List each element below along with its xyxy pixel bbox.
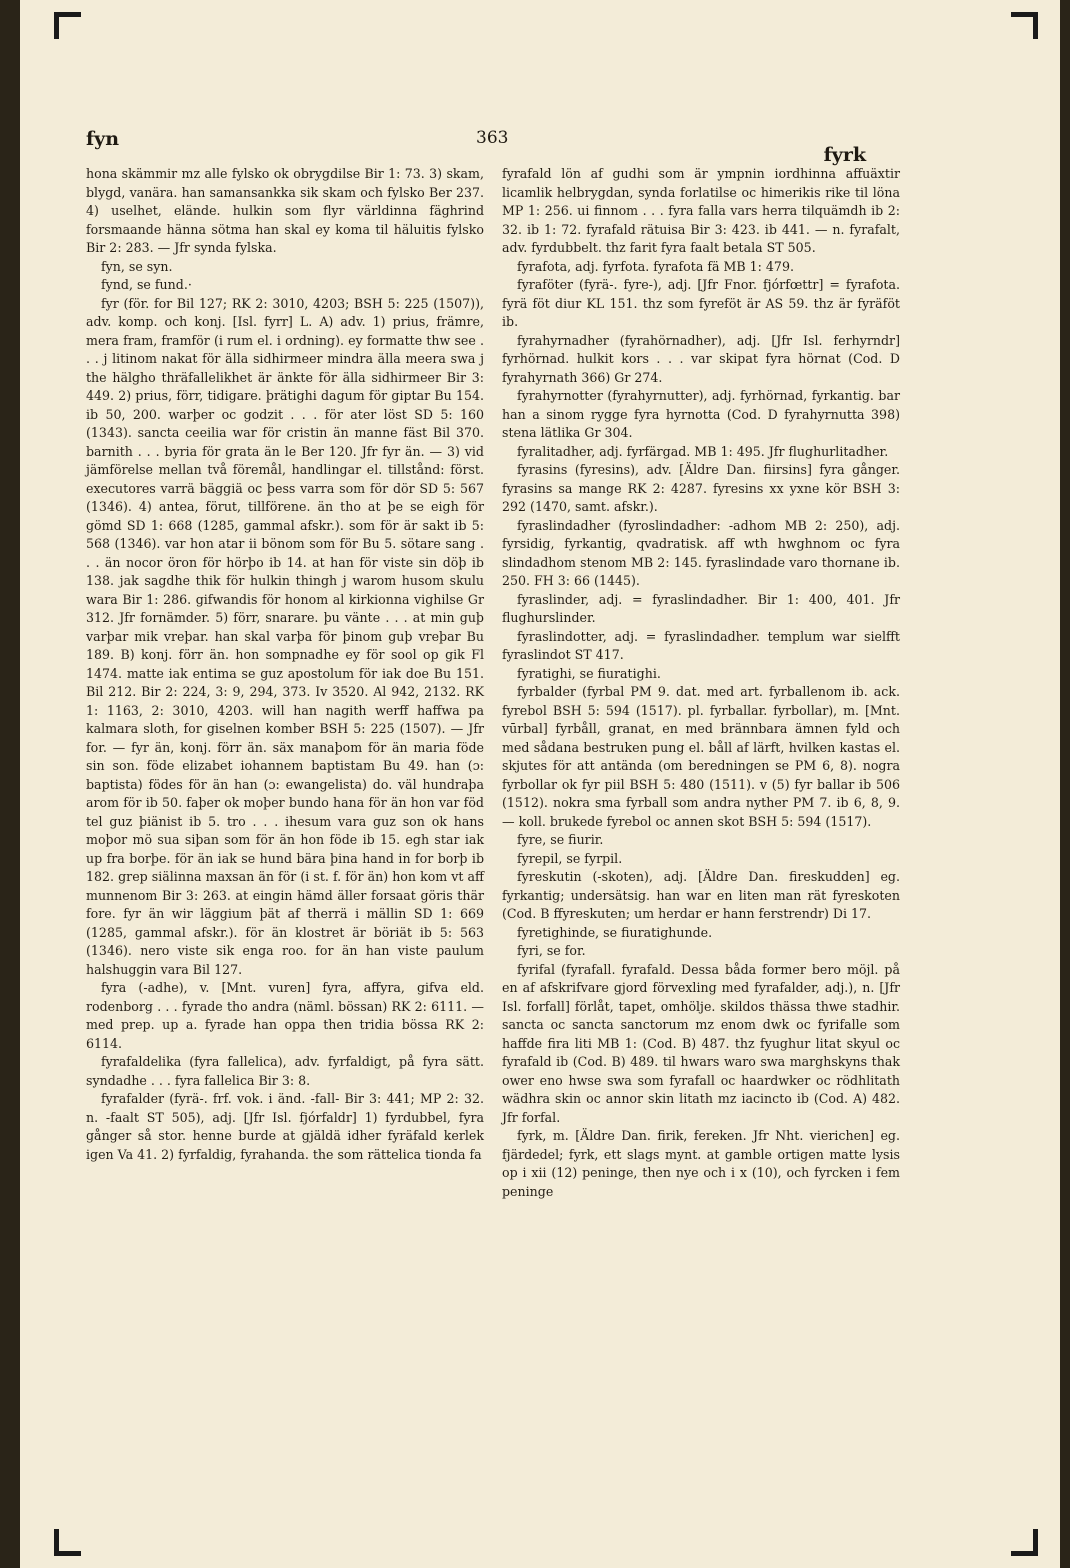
running-head-left: fyn: [86, 128, 120, 150]
crop-mark-top-right: [1011, 12, 1038, 39]
entry-text: fyrafald lön af gudhi som är ympnin iordhinna affuäxtir licamlik helbrygdan, synda forlatilse oc himerikis rike til löna MP 1: 256. ui finnom . . . fyra falla vars herra tilquämdh ib 2: 32. ib 1: 72. fyrafald rätuisa Bir 3: 423. ib 441. — n. fyrafalt, adv. fyrdubbelt. thz farit fyra faalt betala ST 505.: [502, 166, 900, 255]
entry-text: fyra (-adhe), v. [Mnt. vuren] fyra, affyra, gifva eld. rodenborg . . . fyrade tho andra (näml. bössan) RK 2: 6111. — med prep. up a. fyrade han oppa then tridia bössa RK 2: 6114.: [86, 980, 484, 1051]
entry-text: fyraslinder, adj. = fyraslindadher. Bir 1: 400, 401. Jfr flughurslinder.: [502, 591, 900, 625]
entry-text: fyraföter (fyrä-. fyre-), adj. [Jfr Fnor. fjórfœttr] = fyrafota. fyrä föt diur KL 151. thz som fyreföt är AS 59. thz är fyräföt ib.: [502, 277, 900, 329]
entry-text: fyrbalder (fyrbal PM 9. dat. med art. fyrballenom ib. ack. fyrebol BSH 5: 594 (1517). pl. fyrballar. fyrbollar), m. [Mnt. vūrbal] fyrbåll, granat, en med brännbara ämnen fyld och med sådana bestruken pung el. båll af lärft, hvilken kastas el. skjutes för att antända (om beredningen se PM 6, 8). nogra fyrbollar ok fyr piil BSH 5: 480 (1511). v (5) fyr ballar ib 506 (1512). nokra sma fyrball som andra nyther PM 7. ib 6, 8, 9. — koll. brukede fyrebol oc annen skot BSH 5: 594 (1517).: [502, 684, 900, 829]
entry-text: fyn, se syn.: [101, 258, 173, 274]
entry-text: fyraslindotter, adj. = fyraslindadher. templum war sielfft fyraslindot ST 417.: [502, 628, 900, 662]
entry-text: fyrifal (fyrafall. fyrafald. Dessa båda former bero möjl. på en af afskrifvare gjord förvexling med fyrafalder, adj.), n. [Jfr Isl. forfall] förlåt, tapet, omhölje. skildos thässa thwe stadhir. sancta oc sancta sanctorum mz enom dwk oc fyrifalle som haffde fira liti MB 1: (Cod. B) 487. thz fyughur litat skyul oc fyrafald ib (Cod. B) 489. til hwars waro swa marghskyns thak ower eno hwse swa som fyrafall oc haardwker oc rödhlitath wädhra skin oc annor skin litath mz iacincto ib (Cod. A) 482. Jfr forfal.: [502, 961, 900, 1125]
entry-text: fyralitadher, adj. fyrfärgad. MB 1: 495. Jfr flughurlitadher.: [517, 443, 889, 459]
entry-text: fyri, se for.: [517, 943, 586, 958]
left-column: [86, 165, 484, 1164]
entry-text: fyrk, m. [Äldre Dan. firik, fereken. Jfr Nht. vierichen] eg. fjärdedel; fyrk, ett slags mynt. at gamble ortigen matte lysis op i xii (12) peninge, then nye och i x (10), och fyrcken i fem peninge: [502, 1128, 900, 1199]
dictionary-page: [20, 0, 1060, 1568]
entry-text: fyrahyrnotter (fyrahyrnutter), adj. fyrhörnad, fyrkantig. bar han a sinom rygge fyra hyrnotta (Cod. D fyrahyrnutta 398) stena lätlika Gr 304.: [502, 388, 900, 440]
entry-text: fyraslindadher (fyroslindadher: -adhom MB 2: 250), adj. fyrsidig, fyrkantig, qvadratisk. aff wth hwghnom oc fyra slindadhom stenom MB 2: 145. fyraslindade varo thornane ib. 250. FH 3: 66 (1445).: [502, 517, 900, 588]
entry-text: fyretighinde, se fiuratighunde.: [517, 924, 713, 940]
entry-text: fyrafaldelika (fyra fallelica), adv. fyrfaldigt, på fyra sätt. syndadhe . . . fyra fallelica Bir 3: 8.: [86, 1054, 484, 1088]
entry-text: fyrafota, adj. fyrfota. fyrafota fä MB 1: 479.: [517, 258, 794, 274]
entry-text: fyratighi, se fiuratighi.: [517, 665, 661, 681]
entry-text: fyreskutin (-skoten), adj. [Äldre Dan. fireskudden] eg. fyrkantig; undersätsig. han war en liten man rät fyreskoten (Cod. B ffyreskuten; um herdar er hann ferstrendr) Di 17.: [502, 869, 900, 921]
entry-text: fyrepil, se fyrpil.: [517, 850, 623, 866]
entry-text: fyrafalder (fyrä-. frf. vok. i änd. -fall- Bir 3: 441; MP 2: 32. n. -faalt ST 505), adj. [Jfr Isl. fjórfaldr] 1) fyrdubbel, fyra gånger så stor. henne burde at gjäldä idher fyräfald kerlek igen Va 41. 2) fyrfaldig, fyrahanda. the som rättelica tionda fa: [86, 1091, 484, 1162]
crop-mark-bottom-right: [1011, 1529, 1038, 1556]
entry-text: hona skämmir mz alle fylsko ok obrygdilse Bir 1: 73. 3) skam, blygd, vanära. han samansankka sik skam och fylsko Ber 237. 4) uselhet, elände. hulkin som flyr världinna fäghrind forsmaande hänna sötma han skal ey koma til häluitis fylsko Bir 2: 283. — Jfr synda fylska.: [86, 166, 484, 255]
page-number: 363: [476, 128, 509, 148]
crop-mark-bottom-left: [54, 1529, 81, 1556]
entry-text: fyrasins (fyresins), adv. [Äldre Dan. fiirsins] fyra gånger. fyrasins sa mange RK 2: 4287. fyresins xx yxne kör BSH 3: 292 (1470, samt. afskr.).: [502, 462, 900, 514]
right-column: [502, 165, 900, 1201]
running-head-right: fyrk: [823, 144, 866, 166]
entry-text: fyrahyrnadher (fyrahörnadher), adj. [Jfr Isl. ferhyrndr] fyrhörnad. hulkit kors . . . var skipat fyra hörnat (Cod. D fyrahyrnath 366) Gr 274.: [502, 332, 900, 385]
entry-text: fynd, se fund.·: [101, 277, 192, 292]
entry-text: fyre, se fiurir.: [517, 832, 604, 847]
crop-mark-top-left: [54, 12, 81, 39]
entry-text: fyr (för. for Bil 127; RK 2: 3010, 4203; BSH 5: 225 (1507)), adv. komp. och konj. [Isl. fyrr] L. A) adv. 1) prius, främre, mera fram, framför (i rum el. i ordning). ey formatte thw see . . . j litinom nakat för älla sidhirmeer mindra älla meera swa j the hälgho thräfallelikhet är änkte för älla sidhirmeer Bir 3: 449. 2) prius, förr, tidigare. þrätighi dagum för giptar Bu 154. ib 50, 200. warþer oc godzit . . . för ater löst SD 5: 160 (1343). sancta ceeilia war för cristin än manne fäst Bil 370. barnith . . . byria för grata än le Ber 120. Jfr fyr än. — 3) vid jämförelse mellan två föremål, handlingar el. tillstånd: först. executores varrä bäggiä oc þess varra som för dör SD 5: 567 (1346). 4) antea, förut, tillförene. än tho at þe se eigh för gömd SD 1: 668 (1285, gammal afskr.). som för är sakt ib 5: 568 (1346). var hon atar ii bönom som för Bu 5. sötare sang . . . än nocor öron för hörþo ib 14. at han för viste sin döþ ib 138. jak sagdhe thik för hulkin thingh j warom husom skulu wara Bir 1: 286. gifwandis för honom al kirkionna vighilse Gr 312. Jfr fornämder. 5) förr, snarare. þu vänte . . . at min guþ varþar mik vreþar. han skal varþa för þinom guþ vreþar Bu 189. B) konj. förr än. hon sompnadhe ey för sool op gik Fl 1474. matte iak entima se guz apostolum för iak doe Bu 151. Bil 212. Bir 2: 224, 3: 9, 294, 373. Iv 3520. Al 942, 2132. RK 1: 1163, 2: 3010, 4203. will han nagith werff haffwa pa kalmara sloth, for giselnen komber BSH 5: 225 (1507). — Jfr for. — fyr än, konj. förr än. säx manaþom för än maria föde sin son. föde elizabet iohannem baptistam Bu 49. han (ɔ: baptista) födes för än han (ɔ: ewangelista) do. väl hundraþa arom för ib 50. faþer ok moþer bundo hana för än hon var föd tel guz þiänist ib 5. tro . . . ihesum vara guz son ok hans moþor mö sua siþan som för än hon föde ib 15. egh star iak up fra borþe. för än iak se hund bära þina hand in for borþ ib 182. grep siälinna maxsan än för (i st. f. för än) hon kom vt aff munnenom Bir 3: 263. at eingin hämd äller forsaat göris thär fore. fyr än wir läggium þät af therrä i mällin SD 1: 669 (1285, gammal afskr.). för än klostret är böriät ib 5: 563 (1346). nero viste sik enga roo. for än han viste paulum halshuggin vara Bil 127.: [86, 295, 484, 977]
